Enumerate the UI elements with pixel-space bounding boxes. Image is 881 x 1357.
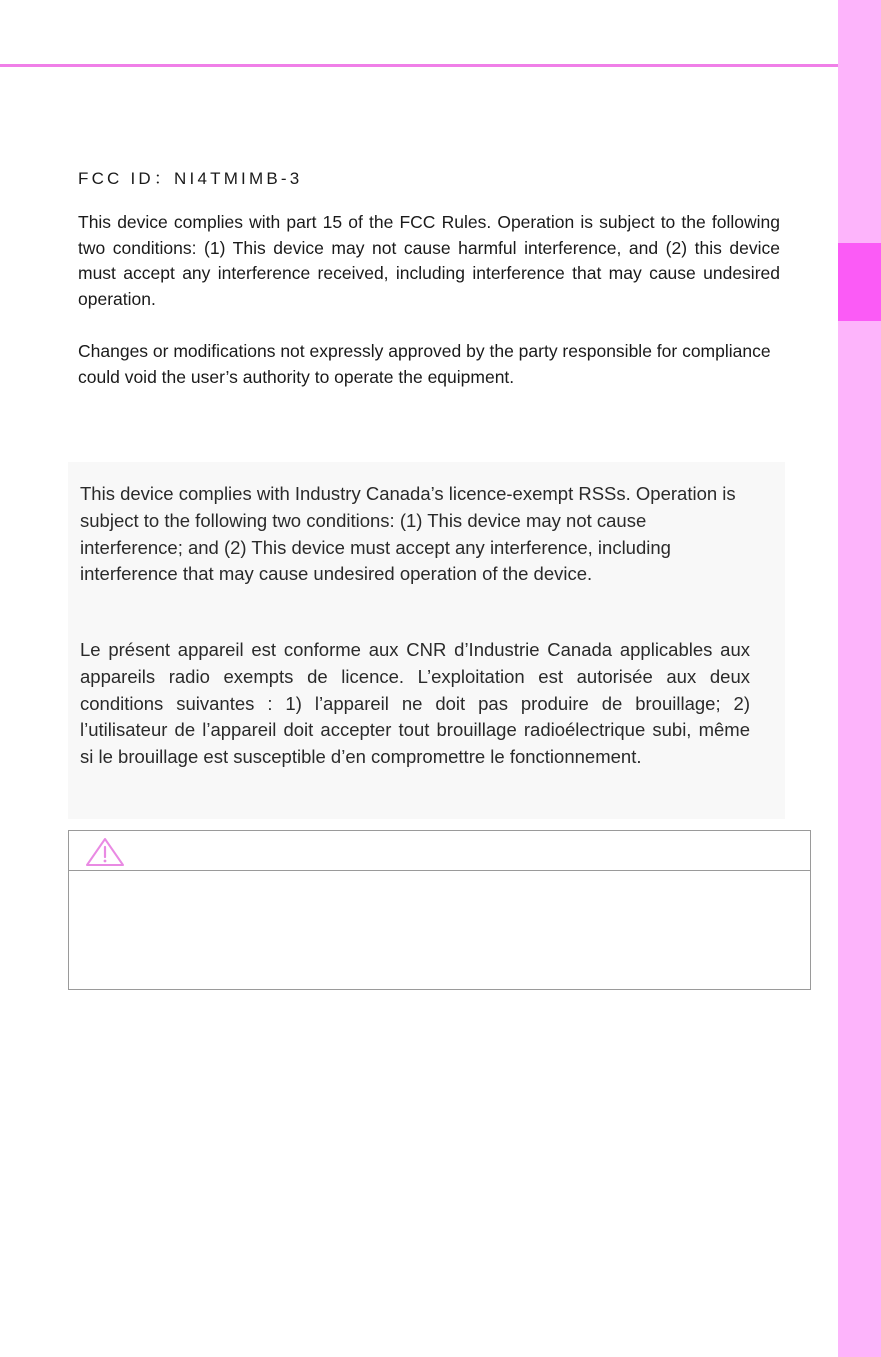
industry-canada-notice (68, 462, 785, 819)
side-index-tab[interactable] (838, 243, 881, 321)
fcc-id: FCC ID：NI4TMIMB-3 (78, 169, 303, 188)
modification-notice: Changes or modifications not expressly approved by the party responsible for compliance could void the user’s authority to operate the equipment. (78, 341, 771, 387)
fcc-statement: This device complies with part 15 of the FCC Rules. Operation is subject to the following two conditions: (1) This device may not cause harmful interference, and (2) this device must accept any interference received, including interference that may cause undesired operation. (78, 212, 780, 309)
warning-box (68, 830, 811, 990)
side-index-strip (838, 0, 881, 1357)
warning-header (69, 831, 810, 871)
canada-french-text: Le présent appareil est conforme aux CNR d’Industrie Canada applicables aux appareils radio exempts de licence. L’exploitation est autorisée aux deux conditions suivantes : 1) l’appareil ne doit pas produire de brouillage; 2) l’utilisateur de l’appareil doit accepter tout brouillage radioélectrique subi, même si le brouillage est susceptible d’en compromettre le fonctionnement. (80, 639, 750, 768)
header-rule (0, 64, 838, 67)
canada-english-text: This device complies with Industry Canada’s licence-exempt RSSs. Operation is subject to the following two conditions: (1) This device may not cause interference; and (2) This device must accept any interference, including interference that may cause undesired operation of the device. (80, 483, 736, 585)
warning-triangle-icon (85, 837, 125, 867)
